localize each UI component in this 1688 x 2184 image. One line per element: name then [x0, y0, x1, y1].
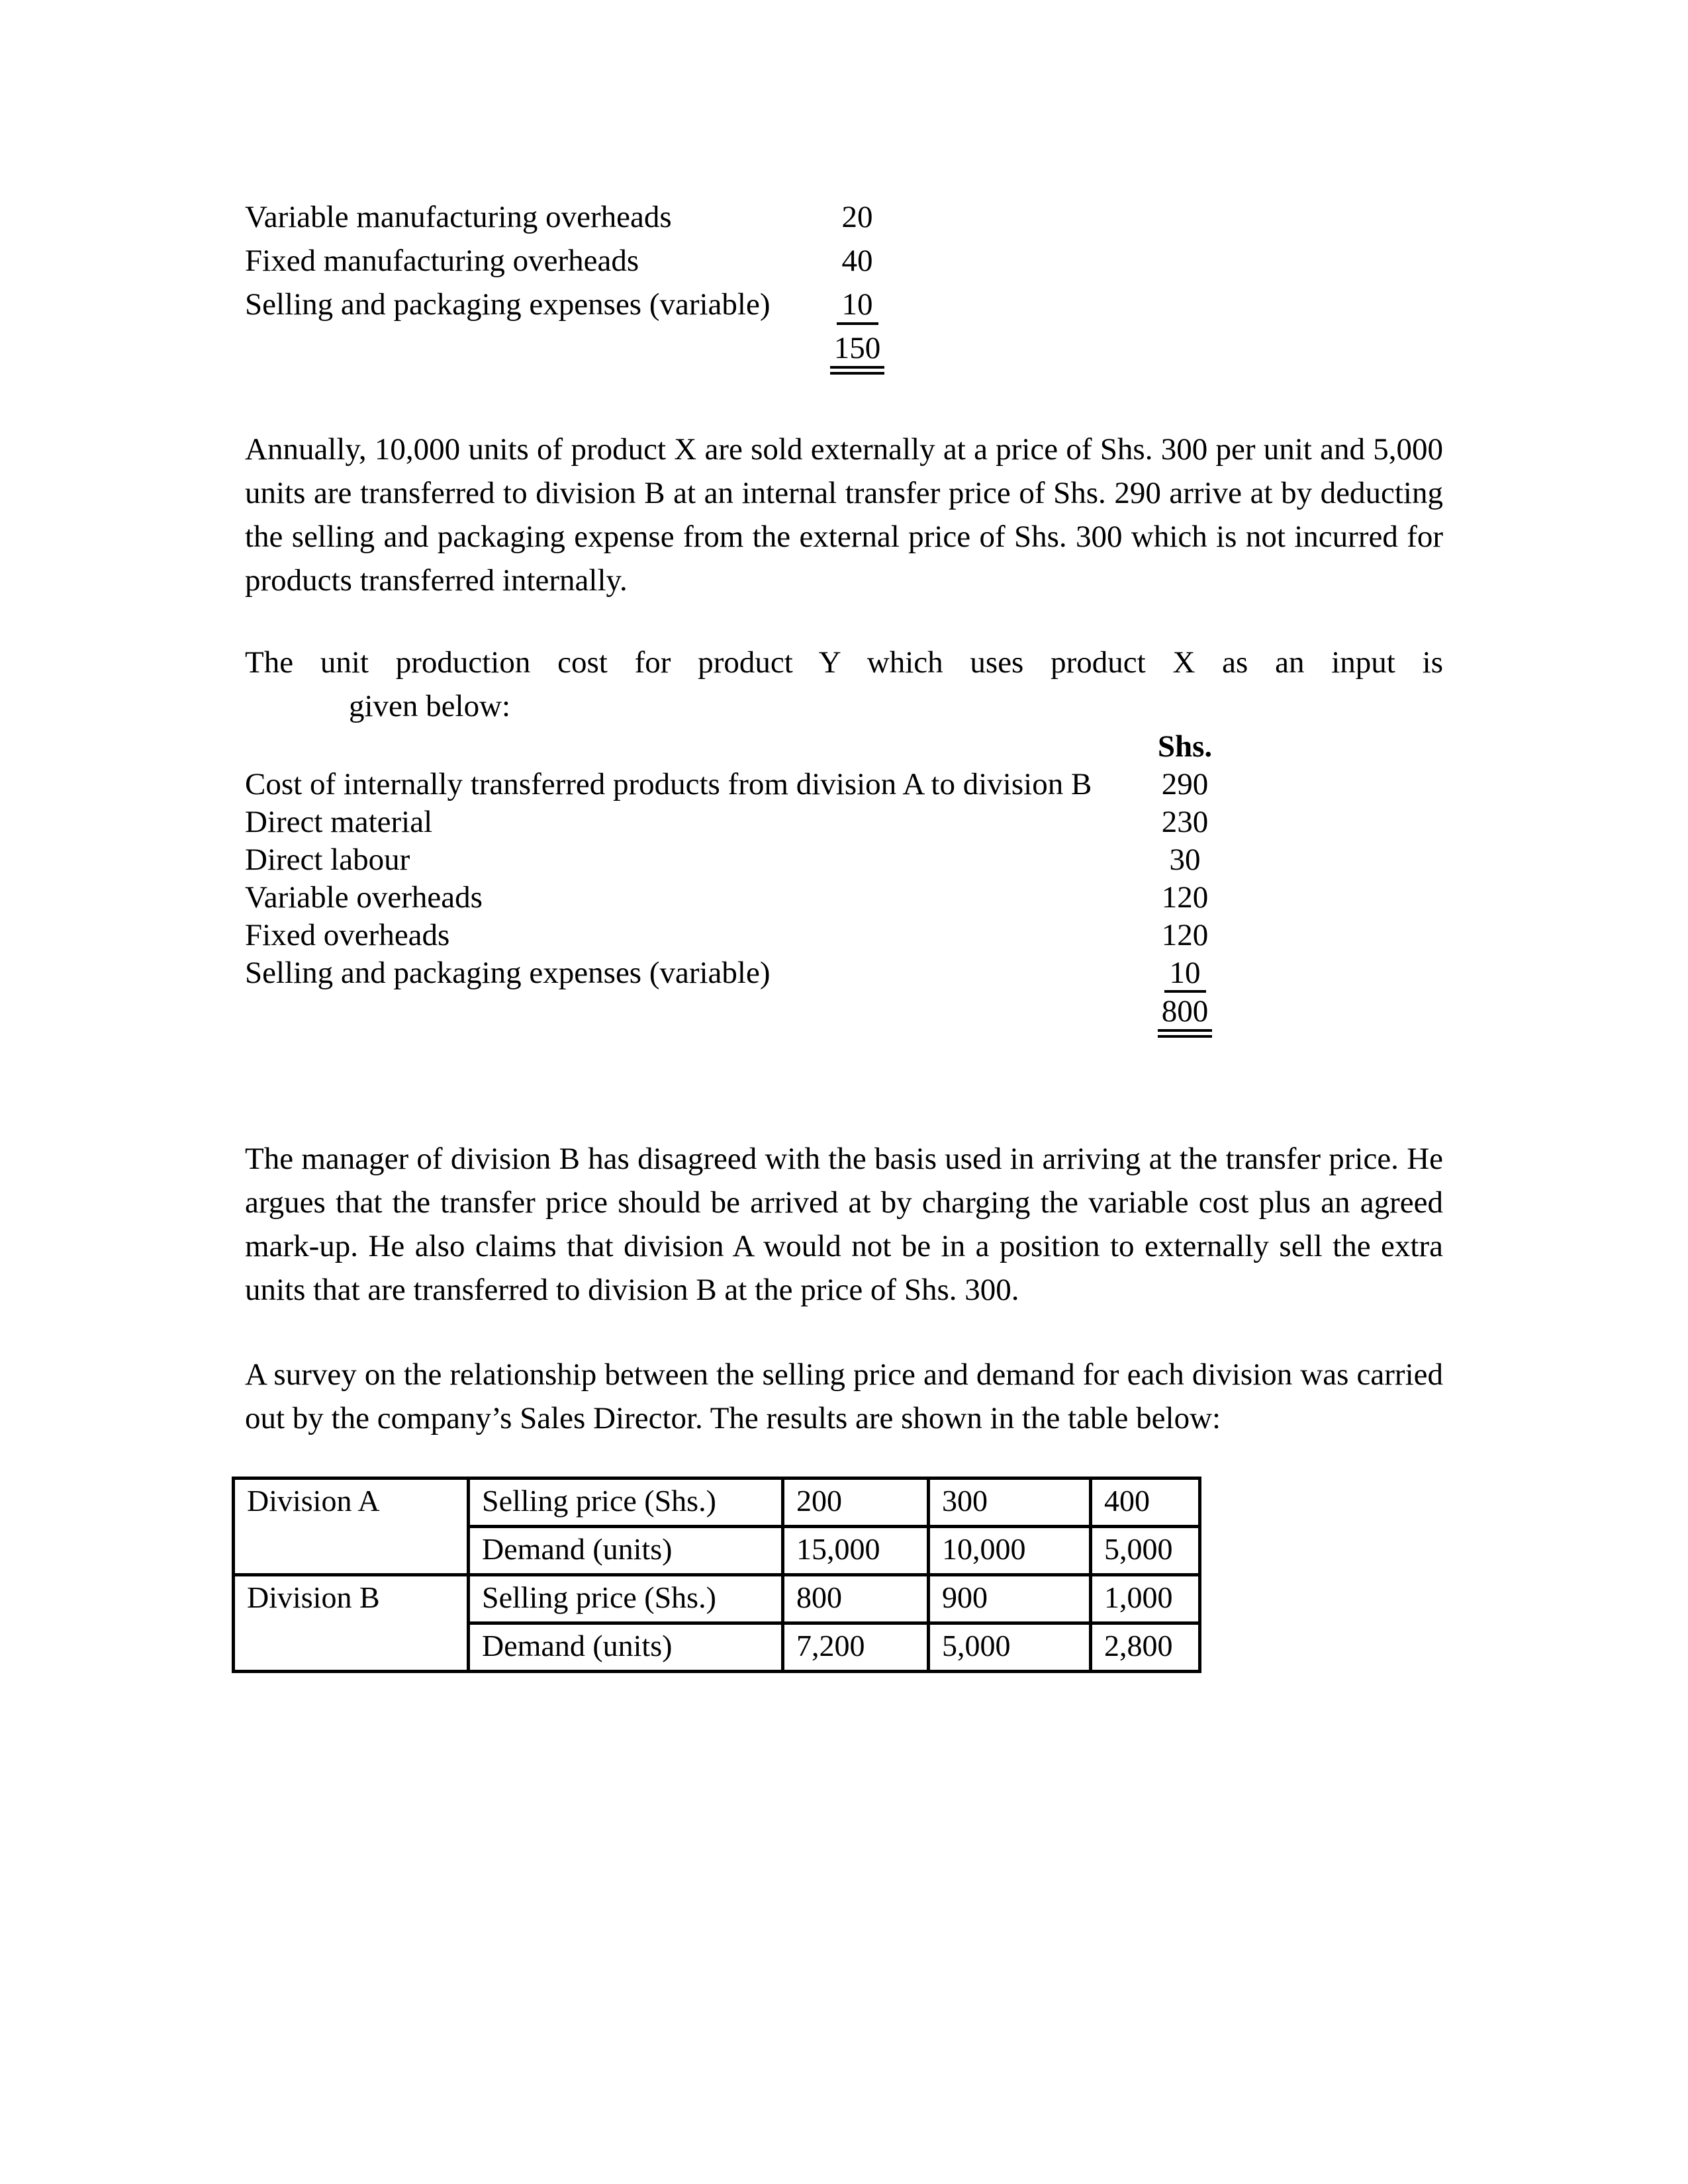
- cost-row: [245, 841, 1443, 879]
- cost-label: Direct material: [245, 804, 433, 839]
- cost-row: [245, 239, 1443, 283]
- cost-label: Fixed overheads: [245, 917, 450, 952]
- cost-row: [245, 195, 1443, 239]
- cost-total-value: [801, 326, 914, 375]
- value-cell: 900: [929, 1574, 1091, 1623]
- cost-row: [245, 766, 1443, 803]
- paragraph-annual-sales: Annually, 10,000 units of product X are sold externally at a price of Shs. 300 per unit and 5,000 units are transferred to division B at an internal transfer price of Shs. 290 arrive at by deducting the selling and packaging expense from the external price of Shs. 300 which is not incurred for products transferred internally.: [245, 432, 1443, 598]
- value-cell: 400: [1091, 1478, 1200, 1526]
- table-row: [234, 1574, 1200, 1623]
- value-cell: 200: [783, 1478, 929, 1526]
- cost-row: [245, 283, 1443, 326]
- metric-cell: Selling price (Shs.): [469, 1574, 783, 1623]
- value-cell: 800: [783, 1574, 929, 1623]
- value-cell: 10,000: [929, 1526, 1091, 1574]
- value-cell: 5,000: [929, 1623, 1091, 1671]
- cost-total-row: [245, 326, 1443, 375]
- value-cell: 300: [929, 1478, 1091, 1526]
- amount: 20: [841, 200, 873, 234]
- cost-label: Variable overheads: [245, 880, 483, 915]
- amount: 30: [1169, 842, 1201, 877]
- value-cell: 15,000: [783, 1526, 929, 1574]
- cost-value: [1139, 954, 1231, 993]
- cost-row: [245, 879, 1443, 917]
- cost-label: Variable manufacturing overheads: [245, 200, 672, 234]
- currency-header: Shs.: [1157, 729, 1213, 764]
- cost-value: [1139, 803, 1231, 841]
- value-cell: 1,000: [1091, 1574, 1200, 1623]
- cost-value: [801, 283, 914, 326]
- amount: 290: [1161, 766, 1209, 801]
- cost-value: [1139, 841, 1231, 879]
- cost-row: [245, 954, 1443, 993]
- paragraph-survey-intro: A survey on the relationship between the selling price and demand for each division was carried out by the company’s Sales Director. The results are shown in the table below:: [245, 1357, 1443, 1435]
- division-a-cell: Division A: [234, 1478, 469, 1574]
- double-underlined-total: 150: [830, 331, 885, 375]
- paragraph-unit-cost-intro-line2: given below:: [349, 688, 511, 723]
- product-y-cost-list: [245, 728, 1443, 1038]
- price-demand-table: [232, 1477, 1201, 1673]
- amount: 230: [1161, 804, 1209, 839]
- value-cell: 7,200: [783, 1623, 929, 1671]
- cost-label: Direct labour: [245, 842, 410, 877]
- underlined-subtotal: 10: [837, 287, 878, 325]
- product-x-cost-list: [245, 195, 1443, 375]
- amount: 40: [841, 244, 873, 278]
- division-b-cell: Division B: [234, 1574, 469, 1671]
- metric-cell: Demand (units): [469, 1623, 783, 1671]
- cost-value: [801, 195, 914, 239]
- cost-label: Fixed manufacturing overheads: [245, 244, 639, 278]
- value-cell: 2,800: [1091, 1623, 1200, 1671]
- metric-cell: Selling price (Shs.): [469, 1478, 783, 1526]
- amount: 120: [1161, 917, 1209, 952]
- amount: 120: [1161, 880, 1209, 915]
- cost-value: [1139, 879, 1231, 917]
- cost-value: [801, 239, 914, 283]
- table-row: [234, 1478, 1200, 1526]
- document-content: [245, 0, 1443, 1673]
- cost-label: Selling and packaging expenses (variable): [245, 955, 771, 990]
- paragraph-manager-disagreement: The manager of division B has disagreed with the basis used in arriving at the transfer price. He argues that the transfer price should be arrived at by charging the variable cost plus an agreed mark-up. He also claims that division A would not be in a position to externally sell the extra units that are transferred to division B at the price of Shs. 300.: [245, 1141, 1443, 1307]
- double-underlined-total: 800: [1158, 994, 1213, 1038]
- cost-value: [1139, 917, 1231, 954]
- cost-row: [245, 917, 1443, 954]
- cost-label: Cost of internally transferred products from division A to division B: [245, 766, 1092, 801]
- underlined-subtotal: 10: [1164, 956, 1206, 993]
- metric-cell: Demand (units): [469, 1526, 783, 1574]
- cost-label: Selling and packaging expenses (variable): [245, 287, 771, 322]
- value-cell: 5,000: [1091, 1526, 1200, 1574]
- paragraph-unit-cost-intro-line1: The unit production cost for product Y which uses product X as an input is: [245, 645, 1443, 680]
- cost-row: [245, 803, 1443, 841]
- cost-total-row: [245, 993, 1443, 1038]
- cost-value: [1139, 766, 1231, 803]
- currency-header-row: [245, 728, 1443, 766]
- cost-total-value: [1139, 993, 1231, 1038]
